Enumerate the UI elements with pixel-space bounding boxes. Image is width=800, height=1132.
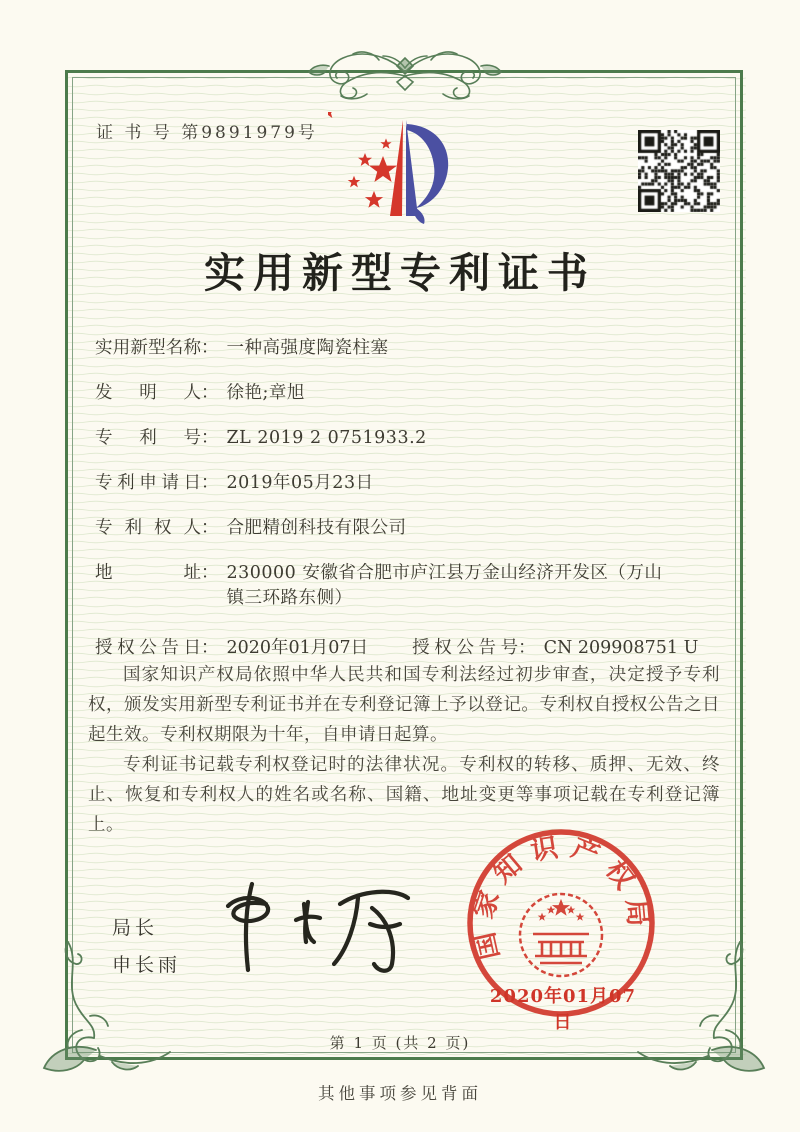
legal-paragraph-1: 国家知识产权局依照中华人民共和国专利法经过初步审查，决定授予专利权，颁发实用新型专利证书并在专利登记簿上予以登记。专利权自授权公告之日起生效。专利权期限为十年，自申请日起算。 (88, 665, 720, 745)
field-value: 230000 安徽省合肥市庐江县万金山经济开发区（万山镇三环路东侧） (226, 563, 663, 608)
field-label: 授权公告日 (95, 638, 201, 658)
label-colon: ： (201, 638, 219, 658)
qr-code (638, 130, 720, 212)
field-label: 实用新型名称 (95, 338, 201, 358)
field-value: 一种高强度陶瓷柱塞 (226, 338, 389, 358)
field-label: 地址 (95, 563, 201, 583)
legal-text-block (88, 660, 720, 840)
page-indicator: 第 1 页 (共 2 页) (329, 1034, 471, 1052)
label-colon: ： (201, 383, 219, 403)
grant-number-value: CN 209908751 U (543, 638, 699, 658)
label-colon: ： (201, 428, 219, 448)
field-utility-model-name (95, 336, 723, 361)
certificate-number: 证 书 号 第9891979号 (96, 123, 318, 143)
field-label: 授权公告号 (412, 638, 519, 658)
label-colon: ： (518, 638, 536, 658)
field-label: 专利权人 (95, 518, 201, 538)
grant-number-pair (412, 635, 698, 661)
grant-date-pair (95, 635, 368, 661)
seal-date: 2020年01月07日 (489, 986, 637, 1033)
back-side-note: 其他事项参见背面 (318, 1084, 482, 1103)
field-patent-number (95, 426, 723, 451)
field-value: 合肥精创科技有限公司 (226, 518, 407, 538)
label-colon: ： (201, 518, 219, 538)
field-value: ZL 2019 2 0751933.2 (226, 428, 427, 448)
director-block (112, 910, 181, 984)
label-colon: ： (201, 338, 219, 358)
legal-paragraph-2: 专利证书记载专利权登记时的法律状况。专利权的转移、质押、无效、终止、恢复和专利权人的姓名或名称、国籍、地址变更等事项记载在专利登记簿上。 (88, 755, 720, 835)
field-patentee (95, 516, 723, 541)
seal-ring-text: 国家知识产权局 (467, 830, 655, 963)
grant-date-value: 2020年01月07日 (226, 638, 369, 658)
director-name: 申长雨 (112, 954, 182, 976)
field-label: 发明人 (95, 383, 201, 403)
label-colon: ： (201, 473, 219, 493)
field-label: 专利号 (95, 428, 201, 448)
grant-row (95, 635, 723, 661)
director-signature (212, 872, 422, 982)
certificate-title: 实用新型专利证书 (204, 249, 596, 297)
field-label: 专利申请日 (95, 473, 201, 493)
field-value: 徐艳;章旭 (226, 383, 305, 403)
field-inventor (95, 381, 723, 406)
label-colon: ： (201, 563, 219, 583)
field-address (95, 561, 723, 611)
field-application-date (95, 471, 723, 496)
director-title: 局长 (112, 917, 159, 939)
field-value: 2019年05月23日 (226, 473, 374, 493)
field-list (95, 336, 723, 661)
